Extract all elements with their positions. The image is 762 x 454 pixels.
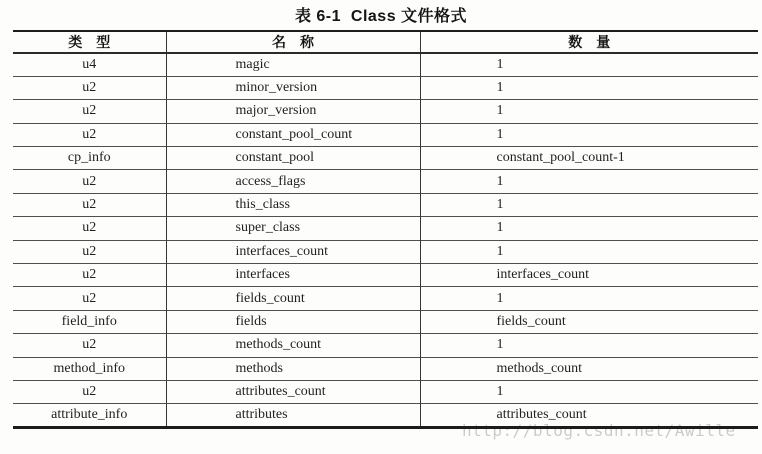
table-cell: magic [166, 53, 420, 76]
table-row [13, 193, 758, 216]
table-cell: u2 [13, 287, 166, 310]
table-row [13, 170, 758, 193]
table-row [13, 357, 758, 380]
table-cell: attributes [166, 404, 420, 427]
table-cell: attributes_count [166, 380, 420, 403]
table-row [13, 100, 758, 123]
table-row [13, 240, 758, 263]
table-cell: u2 [13, 217, 166, 240]
table-cell: field_info [13, 310, 166, 333]
table-cell: major_version [166, 100, 420, 123]
table-cell: 1 [496, 56, 504, 72]
table-cell: 1 [420, 193, 758, 216]
table-cell: this_class [166, 193, 420, 216]
table-cell: fields [166, 310, 420, 333]
watermark-text: http://blog.csdn.net/Awille [462, 421, 736, 440]
column-header-quantity: 数 量 [420, 31, 758, 53]
table-cell: constant_pool_count [166, 123, 420, 146]
page-title: 表 6-1 Class 文件格式 [294, 8, 468, 25]
table-cell: u2 [13, 240, 166, 263]
table-row [13, 123, 758, 146]
table-cell: 1 [420, 380, 758, 403]
table-row [13, 287, 758, 310]
table-row [13, 53, 758, 76]
table-cell: interfaces [166, 264, 420, 287]
table-cell: methods [166, 357, 420, 380]
table-cell: cp_info [13, 147, 166, 170]
table-cell: methods_count [420, 357, 758, 380]
table-cell: fields_count [166, 287, 420, 310]
table-row [13, 217, 758, 240]
table-cell: u2 [13, 334, 166, 357]
column-header-name: 名 称 [166, 31, 420, 53]
table-cell: u2 [13, 264, 166, 287]
table-cell: 1 [420, 123, 758, 146]
table-cell: minor_version [166, 76, 420, 99]
table-cell: 1 [420, 240, 758, 263]
table-cell: u2 [13, 193, 166, 216]
table-cell: methods_count [166, 334, 420, 357]
table-cell: interfaces_count [420, 264, 758, 287]
table-row [13, 76, 758, 99]
table-cell: method_info [13, 357, 166, 380]
table-cell: 1 [420, 170, 758, 193]
table-cell: fields_count [420, 310, 758, 333]
table-cell: u4 [13, 53, 166, 76]
table-cell: attribute_info [13, 404, 166, 427]
table-cell: 1 [420, 217, 758, 240]
table-header [13, 31, 758, 53]
column-header-type: 类 型 [13, 31, 166, 53]
table-row [13, 380, 758, 403]
table-body [13, 53, 758, 427]
table-row [13, 264, 758, 287]
table-cell: 1 [420, 334, 758, 357]
class-file-format-table [13, 30, 758, 429]
table-cell: u2 [13, 380, 166, 403]
table-cell: super_class [166, 217, 420, 240]
table-cell: interfaces_count [166, 240, 420, 263]
table-cell: constant_pool [166, 147, 420, 170]
table-cell: constant_pool_count-1 [420, 147, 758, 170]
table-header-row [13, 31, 758, 53]
table-cell: 1 [420, 100, 758, 123]
table-row [13, 310, 758, 333]
table-cell: 1 [420, 287, 758, 310]
table-row [13, 404, 758, 427]
table-cell: attributes_count [420, 404, 758, 427]
table-cell: 1 [420, 76, 758, 99]
table-row [13, 147, 758, 170]
table-cell: u2 [13, 170, 166, 193]
table-cell: u2 [13, 76, 166, 99]
table-cell: u2 [13, 100, 166, 123]
table-cell: u2 [13, 123, 166, 146]
table-cell: access_flags [166, 170, 420, 193]
table-row [13, 334, 758, 357]
